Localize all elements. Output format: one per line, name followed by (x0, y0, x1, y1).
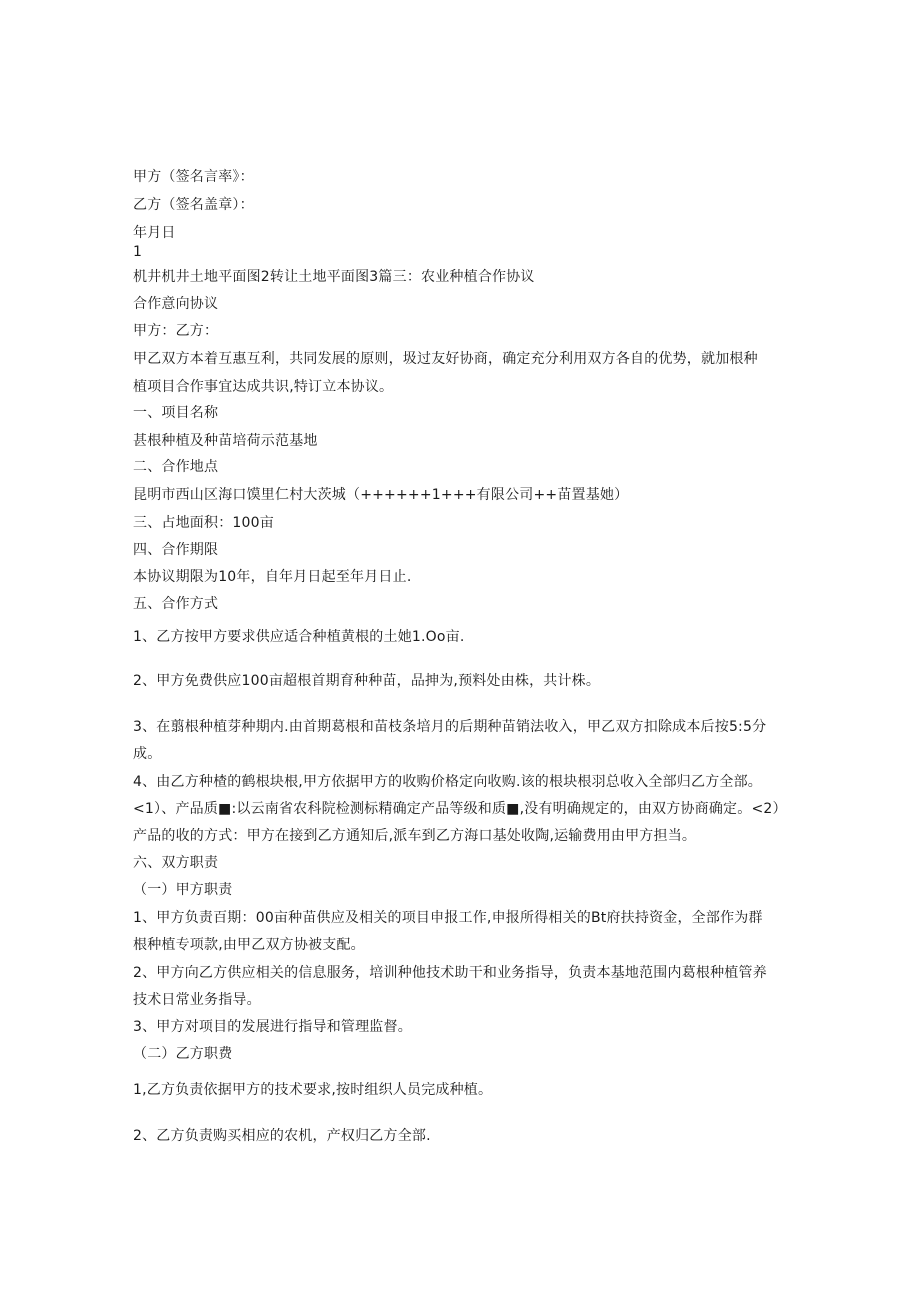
mode-item-3-line-2: 成。 (133, 746, 162, 762)
a-duty-2-line-1: 2、甲方向乙方供应相关的信息服务，培训种他技术助干和业务指导，负责本基地范围内葛根种植管养 (133, 965, 767, 981)
a-duty-2-line-2: 技术日常业务指导。 (133, 992, 261, 1008)
mode-item-2: 2、甲方免费供应100亩超根首期育种种苗，品抻为,预料处由株，共计株。 (133, 673, 601, 689)
parties-line: 甲方：乙方： (133, 323, 219, 339)
date-line: 年月日 (133, 225, 176, 241)
project-name: 甚根种植及种苗培荷示范基地 (133, 433, 318, 449)
party-b-signature-line: 乙方（签名盖章）： (133, 197, 254, 213)
page-number: 1 (133, 244, 143, 260)
a-duty-3: 3、甲方对项目的发展进行指导和管理监督。 (133, 1019, 412, 1035)
heading-duties: 六、双方职责 (133, 855, 219, 871)
heading-area: 三、占地面积：100亩 (133, 515, 274, 531)
mode-item-4: 4、由乙方种楂的鹤根块根,甲方依据甲方的收购价格定向收购.该的根块根羽总收入全部归乙方全部。 (133, 774, 763, 790)
quality-line-2: 产品的收的方式：甲方在接到乙方通知后,派车到乙方海口基处收陶,运输费用由甲方担当。 (133, 828, 697, 844)
heading-cooperation-mode: 五、合作方式 (133, 596, 219, 612)
a-duty-1-line-2: 根种植专项款,由甲乙双方协被支配。 (133, 937, 365, 953)
a-duty-1-line-1: 1、甲方负责百期：00亩种苗供应及相关的项目申报工作,申报所得相关的Bt府扶持资金，全部作为群 (133, 910, 763, 926)
mode-item-1: 1、乙方按甲方要求供应适合种植黄根的土她1.Oo亩. (133, 629, 465, 645)
heading-party-b-duties: （二）乙方职费 (133, 1046, 233, 1062)
section-heading-line: 机井机井土地平面图2转让土地平面图3篇三：农业种植合作协议 (133, 269, 535, 285)
preamble-line-1: 甲乙双方本着互惠互利，共同发展的原则，圾过友好协商，确定充分利用双方各自的优势，就加根种 (133, 351, 758, 367)
party-a-signature-line: 甲方（签名言率》： (133, 169, 254, 185)
preamble-line-2: 植项目合作事宜达成共识,特订立本协议。 (133, 379, 394, 395)
location: 昆明市西山区海口馍里仁村大茨城（++++++1+++有限公司++苗置基她） (133, 487, 629, 503)
heading-term: 四、合作期限 (133, 542, 219, 558)
quality-line-1: <1）、产品质■:以云南省农科院检测标精确定产品等级和质■,没有明确规定的，由双方协商确定。<2） (133, 801, 787, 817)
heading-project-name: 一、项目名称 (133, 405, 219, 421)
document-title: 合作意向协议 (133, 296, 219, 312)
mode-item-3-line-1: 3、在翦根种植芽种期内.由首期葛根和苗枝条培月的后期种苗销法收入，甲乙双方扣除成本后按5:5分 (133, 719, 767, 735)
heading-party-a-duties: （一）甲方职责 (133, 882, 233, 898)
heading-location: 二、合作地点 (133, 459, 219, 475)
b-duty-2: 2、乙方负责购买相应的农机，产权归乙方全部. (133, 1128, 431, 1144)
b-duty-1: 1,乙方负责依据甲方的技术要求,按时组织人员完成种植。 (133, 1082, 493, 1098)
term-text: 本协议期限为10年，自年月日起至年月日止. (133, 569, 412, 585)
